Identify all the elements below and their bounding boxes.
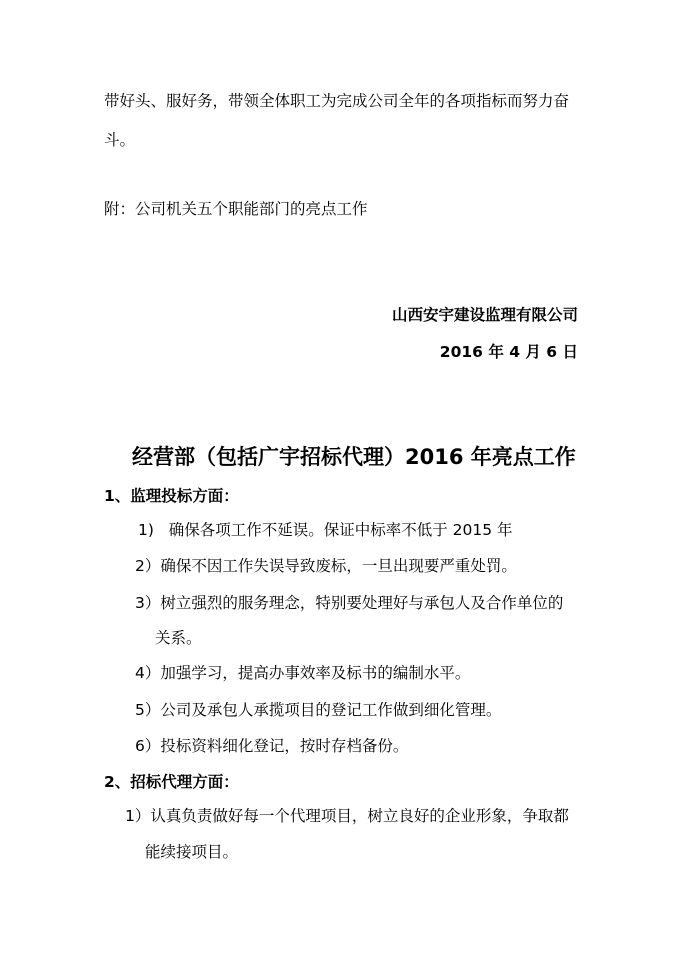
paragraph-line: 斗。 (104, 131, 136, 149)
list-item: 3）树立强烈的服务理念，特别要处理好与承包人及合作单位的 (135, 594, 564, 612)
list-item-continuation: 能续接项目。 (145, 843, 239, 861)
list-item: 4）加强学习，提高办事效率及标书的编制水平。 (135, 664, 471, 682)
attachment-note: 附：公司机关五个职能部门的亮点工作 (104, 200, 368, 218)
company-signature: 山西安宇建设监理有限公司 (391, 306, 578, 324)
part1-heading: 1、监理投标方面： (104, 487, 239, 505)
list-item: 6）投标资料细化登记，按时存档备份。 (135, 737, 409, 755)
list-item: 5）公司及承包人承揽项目的登记工作做到细化管理。 (135, 701, 502, 719)
list-item-continuation: 关系。 (155, 629, 202, 647)
list-item: 2）确保不因工作失误导致废标，一旦出现要严重处罚。 (135, 557, 517, 575)
section-title: 经营部（包括广宇招标代理）2016 年亮点工作 (132, 445, 576, 469)
list-item: 1）认真负责做好每一个代理项目，树立良好的企业形象，争取都 (125, 807, 569, 825)
signature-date: 2016 年 4 月 6 日 (439, 343, 578, 361)
part2-heading: 2、招标代理方面： (104, 773, 239, 791)
paragraph-line: 带好头、服好务，带领全体职工为完成公司全年的各项指标而努力奋 (104, 92, 570, 110)
list-item: 1) 确保各项工作不延误。保证中标率不低于 2015 年 (138, 521, 513, 539)
